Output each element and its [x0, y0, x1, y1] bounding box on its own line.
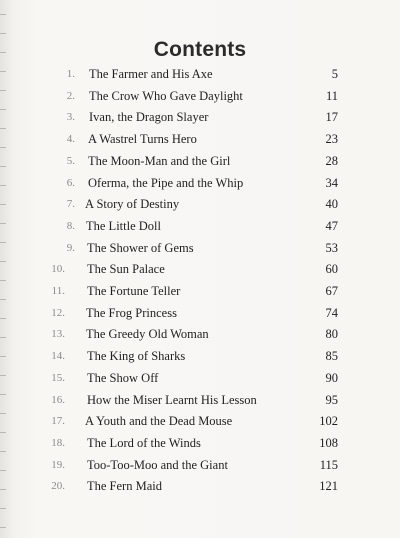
entry-title: How the Miser Learnt His Lesson — [87, 392, 257, 407]
toc-entry — [0, 216, 400, 236]
entry-number: 7. — [66, 198, 75, 211]
entry-number: 12. — [51, 306, 65, 319]
entry-page: 80 — [325, 327, 338, 342]
entry-page: 28 — [325, 153, 338, 168]
entry-page: 34 — [325, 175, 338, 190]
binding-tick — [0, 33, 6, 34]
entry-title: A Story of Destiny — [85, 197, 180, 212]
entry-title: The King of Sharks — [87, 349, 186, 364]
toc-entry — [0, 173, 400, 193]
entry-number: 16. — [51, 393, 65, 406]
entry-page: 121 — [319, 479, 338, 494]
toc-entry — [0, 411, 400, 431]
entry-title: The Frog Princess — [86, 305, 177, 320]
entry-title: The Shower of Gems — [87, 240, 194, 255]
entry-title: The Little Doll — [86, 218, 161, 233]
entry-title: The Fern Maid — [87, 479, 162, 494]
toc-entry — [0, 368, 400, 388]
toc-entry — [0, 281, 400, 301]
entry-number: 20. — [51, 480, 65, 493]
entry-page: 40 — [325, 197, 338, 212]
toc-entry — [0, 238, 400, 258]
binding-tick — [0, 527, 6, 528]
entry-number: 3. — [66, 111, 75, 124]
entry-number: 15. — [51, 371, 65, 384]
entry-page: 115 — [319, 457, 338, 472]
entry-title: Too-Too-Moo and the Giant — [87, 457, 228, 472]
toc-entry — [0, 64, 400, 84]
entry-title: The Sun Palace — [87, 262, 165, 277]
entry-title: The Show Off — [87, 370, 159, 385]
toc-entry — [0, 346, 400, 366]
entry-page: 60 — [325, 262, 338, 277]
entry-title: The Moon-Man and the Girl — [88, 153, 231, 168]
toc-entry — [0, 86, 400, 106]
entry-page: 23 — [325, 132, 338, 147]
entry-number: 17. — [51, 415, 65, 428]
entry-page: 74 — [325, 305, 338, 320]
entry-number: 6. — [66, 176, 75, 189]
entry-title: A Wastrel Turns Hero — [88, 132, 197, 147]
entry-number: 9. — [66, 241, 75, 254]
entry-number: 11. — [51, 285, 65, 297]
entry-page: 108 — [319, 435, 338, 450]
entry-page: 95 — [325, 392, 338, 407]
entry-number: 10. — [51, 263, 65, 276]
toc-entry — [0, 476, 400, 496]
entry-number: 2. — [66, 89, 75, 102]
toc-entry — [0, 129, 400, 149]
entry-number: 13. — [51, 328, 65, 341]
entry-title: The Fortune Teller — [87, 284, 181, 298]
entry-number: 14. — [51, 350, 65, 363]
binding-tick — [0, 508, 6, 509]
toc-entry — [0, 151, 400, 171]
toc-entry — [0, 303, 400, 323]
entry-page: 5 — [331, 67, 338, 81]
binding-tick — [0, 14, 6, 15]
entry-number: 1. — [66, 68, 75, 80]
entry-title: A Youth and the Dead Mouse — [85, 414, 233, 429]
page-title: Contents — [153, 38, 247, 61]
entry-title: Oferma, the Pipe and the Whip — [88, 175, 244, 190]
entry-title: The Greedy Old Woman — [86, 327, 209, 342]
entry-title: Ivan, the Dragon Slayer — [89, 110, 209, 125]
toc-entry — [0, 324, 400, 344]
entry-page: 102 — [319, 414, 338, 429]
entry-page: 85 — [325, 349, 338, 364]
entry-number: 8. — [66, 219, 75, 232]
entry-page: 11 — [325, 88, 338, 103]
entry-title: The Crow Who Gave Daylight — [89, 88, 243, 103]
toc-entry — [0, 455, 400, 475]
entry-number: 4. — [66, 133, 75, 146]
entry-number: 19. — [51, 458, 65, 471]
entry-number: 5. — [66, 154, 75, 167]
toc-entry — [0, 107, 400, 127]
toc-entry — [0, 433, 400, 453]
entry-page: 53 — [325, 240, 338, 255]
toc-entry — [0, 194, 400, 214]
entry-title: The Lord of the Winds — [87, 435, 201, 450]
entry-page: 47 — [325, 218, 338, 233]
entry-page: 90 — [325, 370, 338, 385]
entry-title: The Farmer and His Axe — [89, 67, 213, 81]
toc-entry — [0, 390, 400, 410]
toc-entry — [0, 259, 400, 279]
entry-page: 67 — [325, 284, 338, 298]
entry-page: 17 — [325, 110, 338, 125]
entry-number: 18. — [51, 436, 65, 449]
